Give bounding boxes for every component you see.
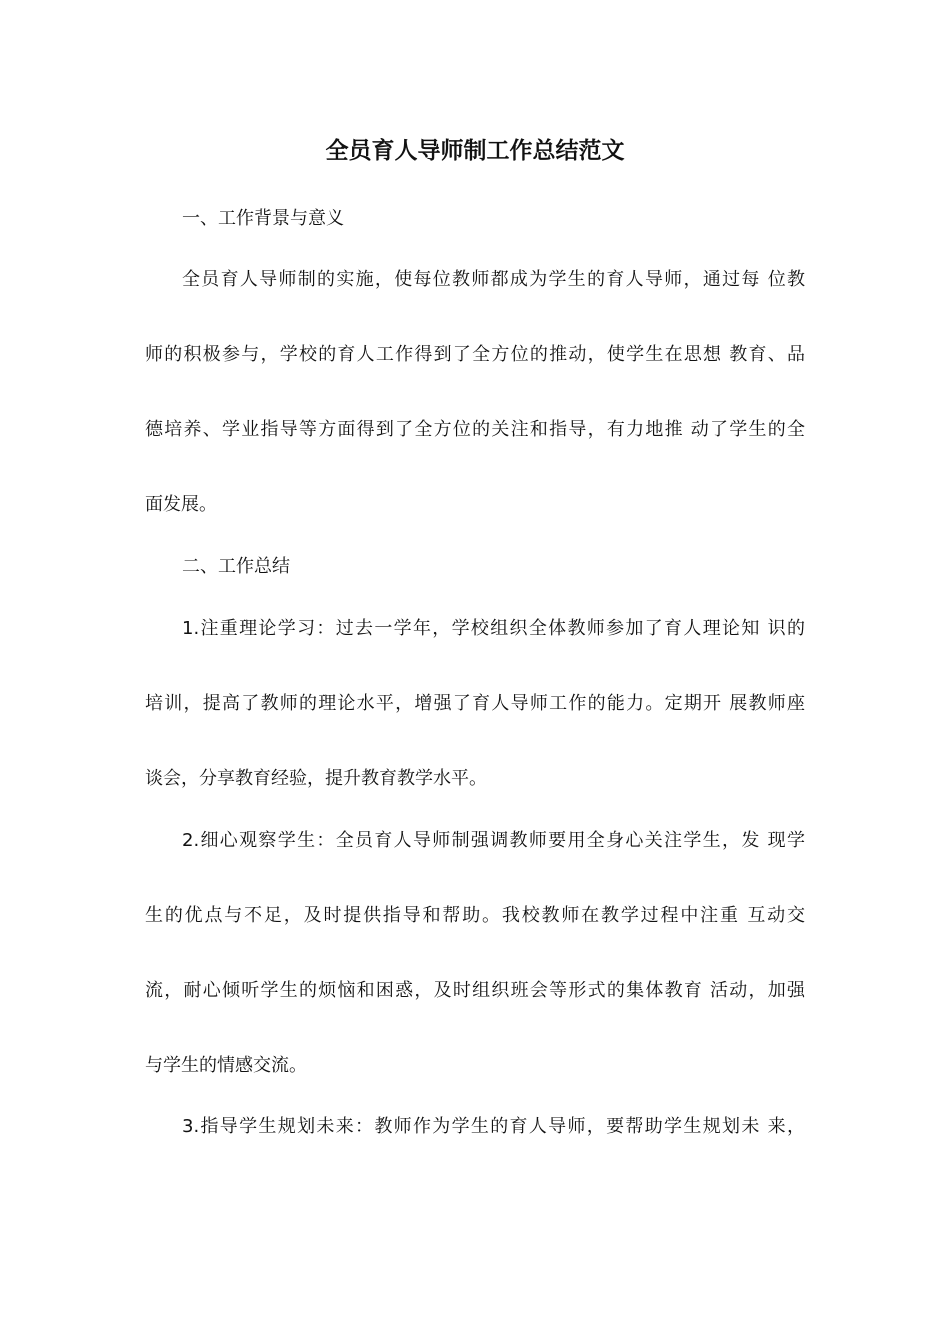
section-heading-summary: 二、工作总结 (182, 556, 290, 577)
paragraph-line: 2.细心观察学生：全员育人导师制强调教师要用全身心关注学生，发 现学 (182, 830, 805, 851)
paragraph-line: 1.注重理论学习：过去一学年，学校组织全体教师参加了育人理论知 识的 (182, 618, 805, 639)
section-heading-background: 一、工作背景与意义 (182, 208, 344, 229)
paragraph-line: 3.指导学生规划未来：教师作为学生的育人导师，要帮助学生规划未 来， (182, 1116, 805, 1137)
paragraph-line: 生的优点与不足，及时提供指导和帮助。我校教师在教学过程中注重 互动交 (145, 905, 805, 926)
paragraph-line: 面发展。 (145, 494, 217, 515)
paragraph-line: 流，耐心倾听学生的烦恼和困惑，及时组织班会等形式的集体教育 活动，加强 (145, 980, 805, 1001)
document-title: 全员育人导师制工作总结范文 (325, 138, 625, 164)
paragraph-line: 师的积极参与，学校的育人工作得到了全方位的推动，使学生在思想 教育、品 (145, 344, 805, 365)
paragraph-line: 德培养、学业指导等方面得到了全方位的关注和指导，有力地推 动了学生的全 (145, 419, 805, 440)
paragraph-line: 全员育人导师制的实施，使每位教师都成为学生的育人导师，通过每 位教 (182, 269, 805, 290)
paragraph-line: 与学生的情感交流。 (145, 1055, 307, 1076)
paragraph-line: 谈会，分享教育经验，提升教育教学水平。 (145, 768, 487, 789)
paragraph-line: 培训，提高了教师的理论水平，增强了育人导师工作的能力。定期开 展教师座 (145, 693, 805, 714)
